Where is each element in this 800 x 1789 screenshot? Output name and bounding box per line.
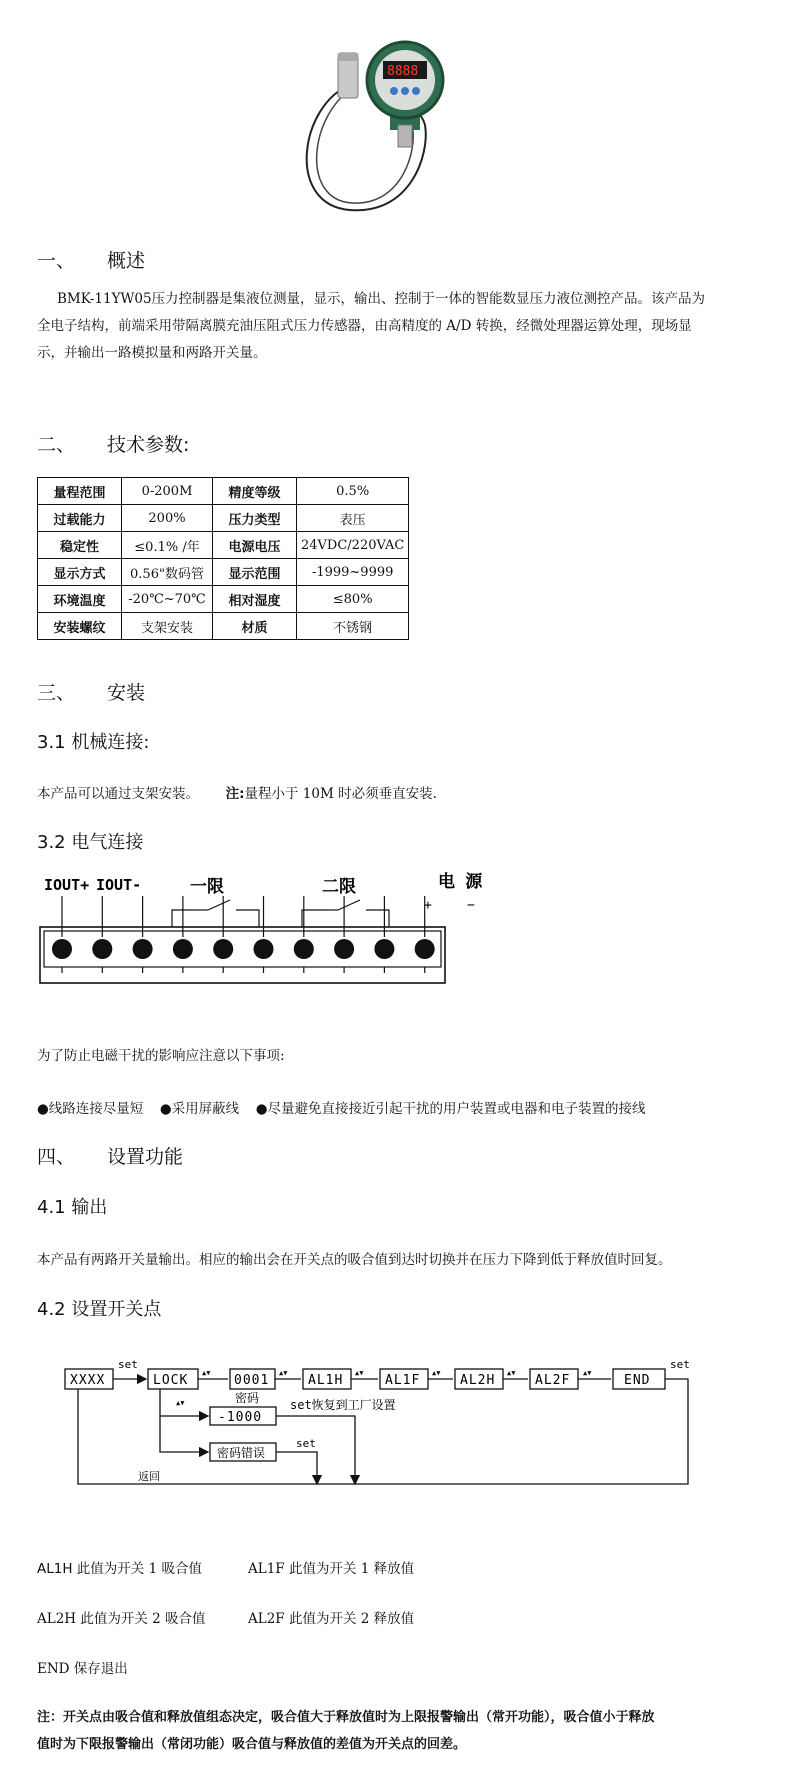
- s31-text: 本产品可以通过支架安装。: [37, 786, 199, 802]
- emi-bullet-3: 尽量避免直接接近引起干扰的用户装置或电器和电子装置的接线: [267, 1101, 646, 1117]
- terminal-screw: [92, 939, 112, 959]
- bullet-icon: ●: [255, 1101, 268, 1117]
- iout-plus-label: IOUT+: [44, 876, 90, 894]
- def-code: AL1H: [37, 1561, 73, 1577]
- s41-text: 本产品有两路开关量输出。相应的输出会在开关点的吸合值到达时切换并在压力下降到低于释放值时回复。: [37, 1252, 672, 1268]
- set-label-end: set: [670, 1358, 690, 1371]
- spec-value: 支架安装: [122, 613, 213, 640]
- section3-heading: [37, 678, 145, 705]
- def-desc: 保存退出: [73, 1661, 128, 1677]
- terminal-screw: [254, 939, 274, 959]
- al1f-label: AL1F: [385, 1373, 421, 1388]
- def-code: AL1F: [248, 1561, 285, 1577]
- spec-value: 200%: [122, 505, 213, 532]
- spec-value: 0.5%: [297, 478, 409, 505]
- terminal-screw: [374, 939, 394, 959]
- svg-text:▲▼: ▲▼: [432, 1369, 441, 1377]
- spec-table: [37, 477, 409, 640]
- spec-key: 稳定性: [38, 532, 122, 559]
- spec-key: 精度等级: [213, 478, 297, 505]
- def-row: [248, 1557, 414, 1577]
- def-row: [37, 1557, 202, 1577]
- xxxx-label: XXXX: [70, 1373, 106, 1388]
- section3-number: 三、: [37, 682, 76, 704]
- svg-text:▲▼: ▲▼: [279, 1369, 288, 1377]
- spec-key: 相对湿度: [213, 586, 297, 613]
- s41-title: 4.1 输出: [37, 1197, 108, 1218]
- svg-text:▲▼: ▲▼: [202, 1369, 211, 1377]
- section1-number: 一、: [37, 250, 76, 272]
- def-code: END: [37, 1661, 70, 1677]
- power-label: 电 源: [438, 872, 483, 892]
- section2-number: 二、: [37, 434, 76, 456]
- table-row: [38, 613, 409, 640]
- set-label-2: set: [296, 1437, 316, 1450]
- terminal-screw: [52, 939, 72, 959]
- para-line: BMK-11YW05压力控制器是集液位测量，显示，输出、控制于一体的智能数显压力液位测控产品。该产品为: [57, 291, 706, 307]
- emi-intro: 为了防止电磁干扰的影响应注意以下事项:: [37, 1048, 285, 1064]
- emi-bullets: [37, 1097, 646, 1117]
- spec-key: 材质: [213, 613, 297, 640]
- section3-title: 安装: [107, 682, 146, 704]
- spec-value: 表压: [297, 505, 409, 532]
- svg-text:▲▼: ▲▼: [507, 1369, 516, 1377]
- section4-number: 四、: [37, 1146, 76, 1168]
- section1-heading: [37, 246, 145, 273]
- iout-minus-label: IOUT-: [96, 876, 142, 894]
- section4-title: 设置功能: [107, 1146, 184, 1168]
- product-display-text: 8888: [387, 64, 419, 79]
- spec-value: 0.56"数码管: [122, 559, 213, 586]
- table-row: [38, 559, 409, 586]
- def-code: AL2F: [248, 1611, 285, 1627]
- password-value: 0001: [234, 1373, 270, 1388]
- spec-key: 压力类型: [213, 505, 297, 532]
- s31-note-label: 注:: [225, 786, 245, 802]
- para-line: 示，并输出一路模拟量和两路开关量。: [37, 345, 267, 361]
- bullet-icon: ●: [37, 1101, 49, 1117]
- note-line-2: 值时为下限报警输出（常闭功能）吸合值与释放值的差值为开关点的回差。: [37, 1737, 467, 1752]
- power-minus: −: [467, 898, 475, 913]
- def-desc: 此值为开关 1 释放值: [288, 1561, 415, 1577]
- spec-value: ≤0.1% /年: [122, 532, 213, 559]
- terminal-block: [40, 896, 445, 983]
- password-error-label: 密码错误: [217, 1446, 266, 1460]
- emi-bullet-1: 线路连接尽量短: [48, 1101, 144, 1117]
- section4-heading: [37, 1142, 183, 1169]
- limit2-label: 二限: [322, 877, 356, 897]
- def-desc: 此值为开关 2 释放值: [288, 1611, 415, 1627]
- s42-title: 4.2 设置开关点: [37, 1299, 162, 1320]
- bullet-icon: ●: [159, 1101, 172, 1117]
- svg-text:▲▼: ▲▼: [583, 1369, 592, 1377]
- svg-text:▲▼: ▲▼: [355, 1369, 364, 1377]
- lock-label: LOCK: [153, 1373, 189, 1388]
- terminal-screw: [415, 939, 435, 959]
- section2-heading: [37, 430, 189, 457]
- spec-key: 显示方式: [38, 559, 122, 586]
- table-row: [38, 532, 409, 559]
- terminal-screw: [173, 939, 193, 959]
- reset-value: -1000: [218, 1410, 263, 1425]
- spec-value: 不锈钢: [297, 613, 409, 640]
- spec-value: -1999~9999: [297, 559, 409, 586]
- table-row: [38, 478, 409, 505]
- spec-key: 电源电压: [213, 532, 297, 559]
- note-line-1: 注：开关点由吸合值和释放值组态决定，吸合值大于释放值时为上限报警输出（常开功能），吸合值小于释放: [37, 1710, 655, 1725]
- terminal-screw: [334, 939, 354, 959]
- terminal-screw: [213, 939, 233, 959]
- terminal-screw: [294, 939, 314, 959]
- product-image: [290, 25, 500, 225]
- wiring-diagram: [30, 870, 520, 1005]
- table-row: [38, 586, 409, 613]
- spec-value: 0-200M: [122, 478, 213, 505]
- spec-key: 显示范围: [213, 559, 297, 586]
- spec-value: -20℃~70℃: [122, 586, 213, 613]
- section2-title: 技术参数:: [107, 434, 190, 456]
- al2h-label: AL2H: [460, 1373, 496, 1388]
- emi-bullet-2: 采用屏蔽线: [171, 1101, 240, 1117]
- def-row: [37, 1657, 128, 1677]
- password-label: 密码: [235, 1391, 260, 1405]
- al1h-label: AL1H: [308, 1373, 344, 1388]
- spec-key: 安装螺纹: [38, 613, 122, 640]
- def-row: [248, 1607, 414, 1627]
- def-code: AL2H: [37, 1611, 77, 1627]
- flow-diagram: [60, 1355, 710, 1520]
- end-label: END: [624, 1373, 651, 1388]
- final-note: [37, 1704, 777, 1758]
- spec-value: ≤80%: [297, 586, 409, 613]
- spec-key: 量程范围: [38, 478, 122, 505]
- set-label-1: set: [118, 1358, 138, 1371]
- s32-title: 3.2 电气连接: [37, 832, 144, 853]
- s31-note-text: 量程小于 10M 时必须垂直安装.: [244, 786, 437, 802]
- section1-title: 概述: [107, 250, 146, 272]
- s31-line: [37, 782, 437, 802]
- table-row: [38, 505, 409, 532]
- limit1-label: 一限: [190, 877, 224, 897]
- def-desc: 此值为开关 2 吸合值: [80, 1611, 206, 1627]
- para-line: 全电子结构，前端采用带隔离膜充油压阻式压力传感器，由高精度的 A/D 转换，经微处理器运算处理，现场显: [37, 318, 692, 334]
- svg-text:▲▼: ▲▼: [176, 1399, 185, 1407]
- spec-value: 24VDC/220VAC: [297, 532, 409, 559]
- power-plus: +: [424, 898, 432, 913]
- def-desc: 此值为开关 1 吸合值: [76, 1561, 202, 1577]
- section1-paragraph: [37, 286, 777, 367]
- reset-label: set恢复到工厂设置: [290, 1398, 396, 1412]
- spec-key: 环境温度: [38, 586, 122, 613]
- spec-key: 过载能力: [38, 505, 122, 532]
- def-row: [37, 1607, 206, 1627]
- back-label: 返回: [138, 1470, 160, 1483]
- s31-title: 3.1 机械连接:: [37, 732, 150, 753]
- terminal-screw: [133, 939, 153, 959]
- al2f-label: AL2F: [535, 1373, 571, 1388]
